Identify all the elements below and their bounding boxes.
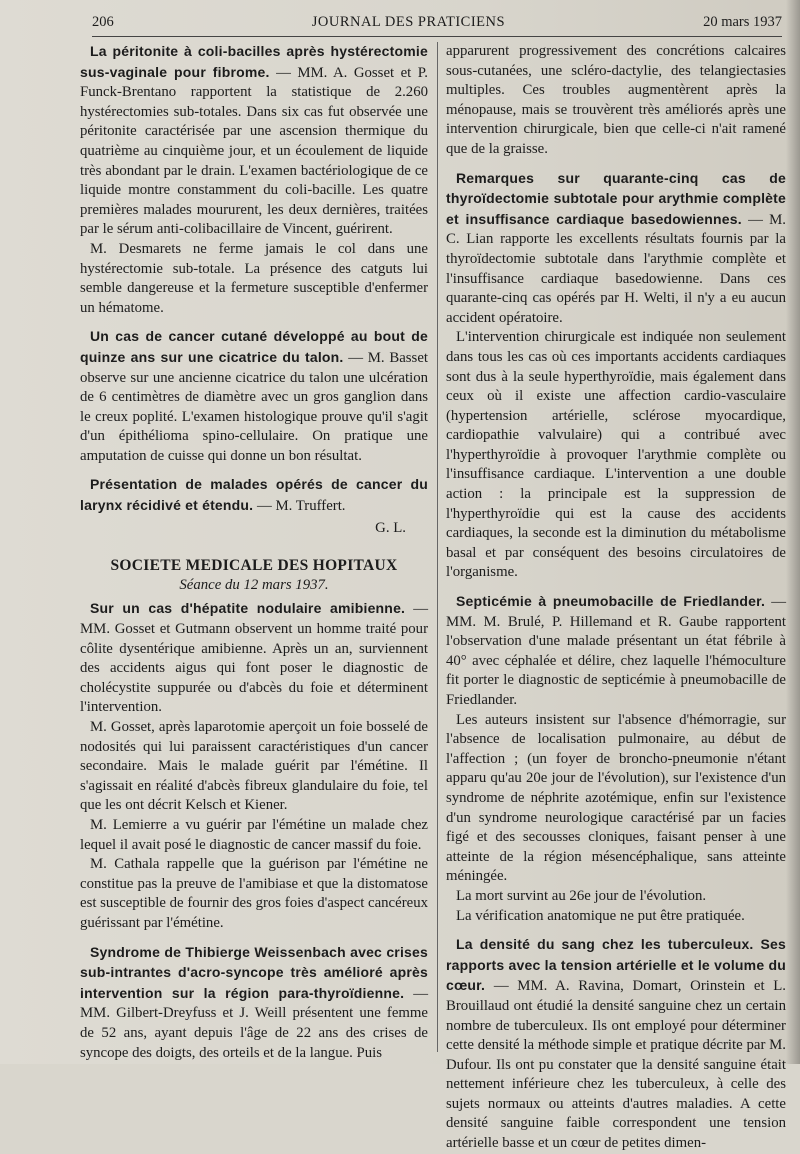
article-paragraph: M. Lemierre a vu guérir par l'émétine un malade chez lequel il avait posé le diagnostic de cancer massif du foie. xyxy=(80,816,428,853)
society-heading: SOCIETE MEDICALE DES HOPITAUX xyxy=(110,557,398,575)
article-larynx xyxy=(80,475,428,538)
article-paragraph: L'intervention chirurgicale est indiquée non seulement dans tous les cas où ces importants accidents cardiaques sont dus à la seule hyperthyroïdie, mais également dans ceux où il existe une affection cardio-vasculaire (hypertension artérielle, sclérose myocardique, cardiopathie valvulaire) qui a contribué avec l'hyperthyroïdie à provoquer l'arythmie complète ou l'insuffisance cardiaque. L'intervention a une double action : la principale est la suppression de l'hyperthyroïdie qui est la cause des accidents cardiaques, la seconde est la diminution du métabolisme basal et par conséquent des besoins circulatoires de l'organisme. xyxy=(446,329,786,581)
article-title: Sur un cas d'hépatite nodulaire amibienne. xyxy=(90,600,406,617)
article-body: — M. C. Lian rapporte les excellents résultats fournis par la thyroïdectomie subtotale dans l'arythmie complète et l'insuffisance cardiaque basedowienne. Dans ces quarante-cinq cas opérés par H. Welti, il n'y a eu aucun accident opératoire. xyxy=(446,211,786,326)
article-body: — MM. A. Gosset et P. Funck-Brentano rapportent la statistique de 2.260 hystérectomies sub-totales. Dans six cas fut observée une péritonite caractérisée par une ascension thermique du quatrième au cinquième jour, et un écoulement de liquide très abondant par le drain. L'examen bactériologique de ce liquide montre constamment du coli-bacille. Les quatre premières malades moururent, les deux dernières, traitées par le sérum anti-colibacillaire de Vincent, guérirent. xyxy=(80,64,428,238)
left-column xyxy=(80,42,428,1063)
article-body: — MM. M. Brulé, P. Hillemand et R. Gaube rapportent l'observation d'une malade présentant un état fébrile à 40° avec céphalée et délire, chez laquelle l'hémoculture fit porter le diagnostic de septicémie à pneumobacille de Friedlander. xyxy=(446,594,786,708)
article-paragraph: apparurent progressivement des concrétions calcaires sous-cutanées, une scléro-dactylie, des telangiectasies multiples. Ces troubles augmentèrent après la ménopause, mais se trouvèrent très améliorés après une intervention chirurgicale, bien que celle-ci n'ait ramené que de la graisse. xyxy=(446,43,786,157)
article-paragraph: M. Gosset, après laparotomie aperçoit un foie bosselé de nodosités qui lui paraissent caractéristiques d'un cancer secondaire. Mais le malade guérit par l'émétine. Il s'agissait en réalité d'abcès fibreux glandulaire du foie, tel que les ont décrit Kelsch et Kiener. xyxy=(80,719,428,814)
article-thyroidectomie xyxy=(446,169,786,583)
article-paragraph: Les auteurs insistent sur l'absence d'hémorragie, sur l'absence de localisation pulmonaire, au début de l'affection ; (un foyer de broncho-pneumonie n'étant apparu qu'au 20e jour de l'évolution), sur l'existence d'un syndrome de néphrite azotémique, enfin sur l'existence d'un syndrome neurologique caractérisé par un facies figé et des secousses cloniques, faisant penser à une atteinte de la région mésencéphalique, sans atteinte méningée. xyxy=(446,711,786,885)
article-hepatite xyxy=(80,599,428,933)
article-densite-sang xyxy=(446,935,786,1154)
article-thibierge-continued xyxy=(446,42,786,160)
article-thibierge xyxy=(80,943,428,1064)
article-title: Septicémie à pneumobacille de Friedlander. xyxy=(456,593,766,610)
article-body: — MM. A. Ravina, Domart, Orinstein et L. Brouillaud ont étudié la densité sanguine chez un certain nombre de tuberculeux. Ils ont employé pour déterminer cette densité la méthode simple et pratique décrite par M. Dufour. Ils ont pu constater que la densité sanguine était nettement inférieure chez les tuberculeux, à celle des sujets normaux ou atteints d'autres maladies. A cette densité sanguine faible correspondent une tension artérielle basse et un cœur de petites dimen- xyxy=(446,978,786,1152)
right-column xyxy=(446,42,786,1154)
author-signature: G. L. xyxy=(375,519,406,536)
article-title: Remarques sur quarante-cinq cas de thyroïdectomie subtotale pour arythmie complète et insuffisance cardiaque basedowiennes. xyxy=(446,169,786,227)
article-paragraph: La mort survint au 26e jour de l'évolution. xyxy=(456,887,707,904)
article-paragraph: M. Desmarets ne ferme jamais le col dans une hystérectomie sub-totale. La présence des catguts lui semble dangereuse et la fermeture susceptible d'enfermer un hématome. xyxy=(80,240,428,316)
article-title: La péritonite à coli-bacilles après hystérectomie sus-vaginale pour fibrome. xyxy=(80,43,428,80)
article-body: — MM. Gilbert-Dreyfuss et J. Weill présentent une femme de 52 ans, ayant depuis l'âge de 22 ans des crises de syncope des doigts, des orteils et de la langue. Puis xyxy=(80,985,428,1061)
article-body: — M. Truffert. xyxy=(253,498,346,515)
running-header xyxy=(92,14,782,37)
article-septicemie xyxy=(446,592,786,926)
article-cancer-cutane xyxy=(80,327,428,466)
journal-title: JOURNAL DES PRATICIENS xyxy=(311,14,506,30)
issue-date: 20 mars 1937 xyxy=(703,14,782,30)
article-title: Présentation de malades opérés de cancer du larynx récidivé et étendu. xyxy=(80,476,428,514)
article-paragraph: La vérification anatomique ne put être pratiquée. xyxy=(456,907,745,924)
column-divider xyxy=(437,42,438,1052)
article-title: La densité du sang chez les tuberculeux. Ses rapports avec la tension artérielle et le volume du cœur. xyxy=(446,936,786,994)
article-peritonite xyxy=(80,42,428,318)
article-title: Syndrome de Thibierge Weissenbach avec crises sub-intrantes d'acro-syncope très amélioré après intervention sur la région para-thyroïdienne. xyxy=(80,943,428,1001)
article-body: — M. Basset observe sur une ancienne cicatrice du talon une ulcération de 6 centimètres de diamètre avec un gros ganglion dans le creux poplité. L'examen histologique prouve qu'il s'agit d'un épithélioma spino-cellulaire. On pratique une amputation de cuisse qui donne un bon résultat. xyxy=(80,349,428,464)
article-body: — MM. Gosset et Gutmann observent un homme traité pour côlite dysentérique amibienne. Après un an, surviennent des accidents aigus qui font poser le diagnostic de cholécystite suppurée ou d'abcès du foie et déterminent l'intervention. xyxy=(80,601,428,716)
page-number: 206 xyxy=(92,14,114,30)
article-title: Un cas de cancer cutané développé au bout de quinze ans sur une cicatrice du talon. xyxy=(80,328,428,365)
session-date: Séance du 12 mars 1937. xyxy=(179,576,329,593)
article-paragraph: M. Cathala rappelle que la guérison par l'émétine ne constitue pas la preuve de l'amibiase et que la distomatose est susceptible de fournir des gros foies d'aspect cancéreux guérissant par l'émétine. xyxy=(80,856,428,931)
